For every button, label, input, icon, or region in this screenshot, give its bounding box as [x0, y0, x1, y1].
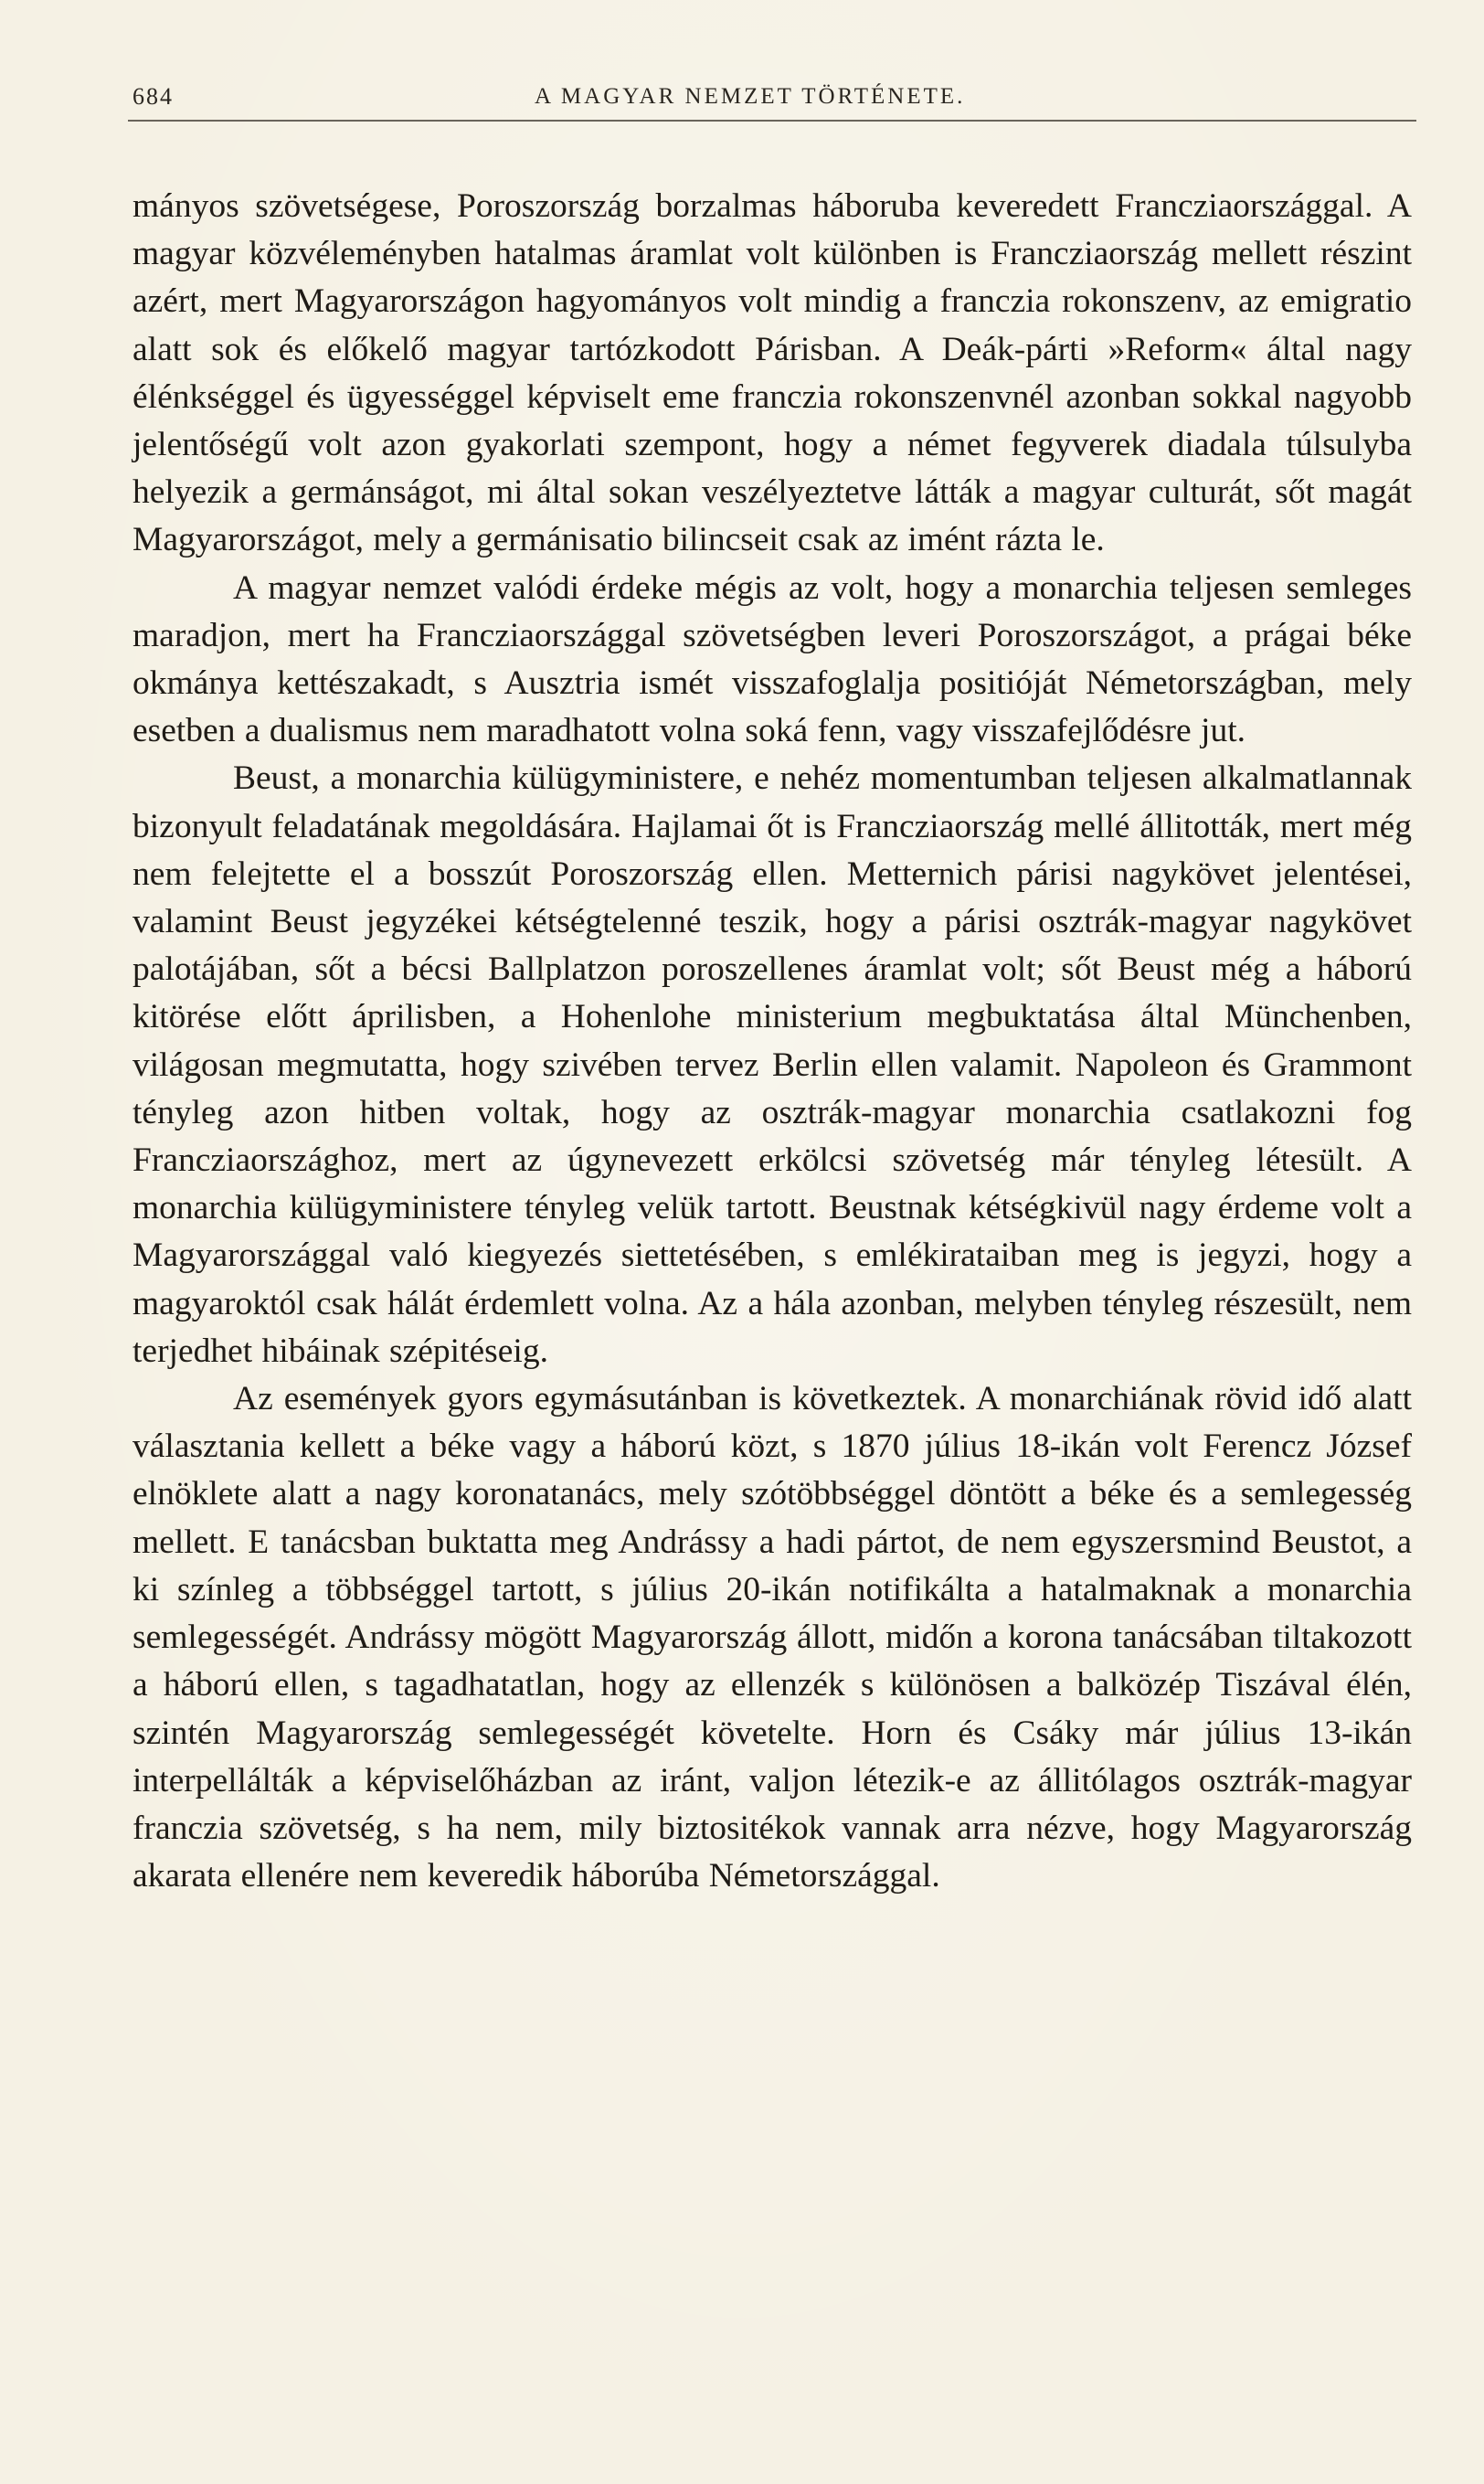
paragraph-1: mányos szövetségese, Poroszország borzalmas háboruba keveredett Francziaországgal. A magyar közvéleményben hatalmas áramlat volt különben is Francziaország mellett részint azért, mert Magyarországon hagyományos volt mindig a franczia rokonszenv, az emigratio alatt sok és előkelő magyar tartózkodott Párisban. A Deák-párti »Reform« által nagy élénkséggel és ügyességgel képviselt eme franczia rokonszenvnél azonban sokkal nagyobb jelentőségű volt azon gyakorlati szempont, hogy a német fegyverek diadala túlsulyba helyezik a germánságot, mi által sokan veszélyeztetve látták a magyar culturát, sőt magát Magyarországot, mely a germánisatio bilincseit csak az imént rázta le.: [132, 187, 1412, 559]
paragraph-2: A magyar nemzet valódi érdeke mégis az volt, hogy a monarchia teljesen semleges maradjon, mert ha Francziaországgal szövetségben leveri Poroszországot, a prágai béke okmánya kettészakadt, s Ausztria ismét visszafoglalja positióját Németországban, mely esetben a dualismus nem maradhatott volna soká fenn, vagy visszafejlődésre jut.: [132, 568, 1412, 750]
body-text: [132, 183, 1412, 1900]
page-number: 684: [132, 83, 174, 110]
running-head: [132, 77, 1412, 117]
paragraph-4: Az események gyors egymásutánban is következtek. A monarchiának rövid idő alatt választania kellett a béke vagy a háború közt, s 1870 július 18-ikán volt Ferencz József elnöklete alatt a nagy koronatanács, mely szótöbbséggel döntött a béke és a semlegesség mellett. E tanácsban buktatta meg Andrássy a hadi pártot, de nem egyszersmind Beustot, a ki színleg a többséggel tartott, s július 20-ikán notifikálta a hatalmaknak a monarchia semlegességét. Andrássy mögött Magyarország állott, midőn a korona tanácsában tiltakozott a háború ellen, s tagadhatatlan, hogy az ellenzék s különösen a balközép Tiszával élén, szintén Magyarország semlegességét követelte. Horn és Csáky már július 13-ikán interpellálták a képviselőházban az iránt, valjon létezik-e az állitólagos osztrák-magyar franczia szövetség, s ha nem, mily biztositékok vannak arra nézve, hogy Magyarország akarata ellenére nem keveredik háborúba Németországgal.: [132, 1380, 1412, 1895]
paragraph-3: Beust, a monarchia külügyministere, e nehéz momentumban teljesen alkalmatlannak bizonyult feladatának megoldására. Hajlamai őt is Francziaország mellé állitották, mert még nem felejtette el a bosszút Poroszország ellen. Metternich párisi nagykövet jelentései, valamint Beust jegyzékei kétségtelenné teszik, hogy a párisi osztrák-magyar nagykövet palotájában, sőt a bécsi Ballplatzon poroszellenes áramlat volt; sőt Beust még a háború kitörése előtt áprilisben, a Hohenlohe ministerium megbuktatása által Münchenben, világosan megmutatta, hogy szivében tervez Berlin ellen valamit. Napoleon és Grammont tényleg azon hitben voltak, hogy az osztrák-magyar monarchia csatlakozni fog Francziaországhoz, mert az úgynevezett erkölcsi szövetség már tényleg létesült. A monarchia külügyministere tényleg velük tartott. Beustnak kétségkivül nagy érdeme volt a Magyarországgal való kiegyezés siettetésében, s emlékirataiban meg is jegyzi, hogy a magyaroktól csak hálát érdemlett volna. Az a hála azonban, melyben tényleg részesült, nem terjedhet hibáinak szépitéseig.: [132, 759, 1412, 1370]
running-head-title: A MAGYAR NEMZET TÖRTÉNETE.: [535, 84, 966, 109]
header-rule: [128, 120, 1416, 122]
